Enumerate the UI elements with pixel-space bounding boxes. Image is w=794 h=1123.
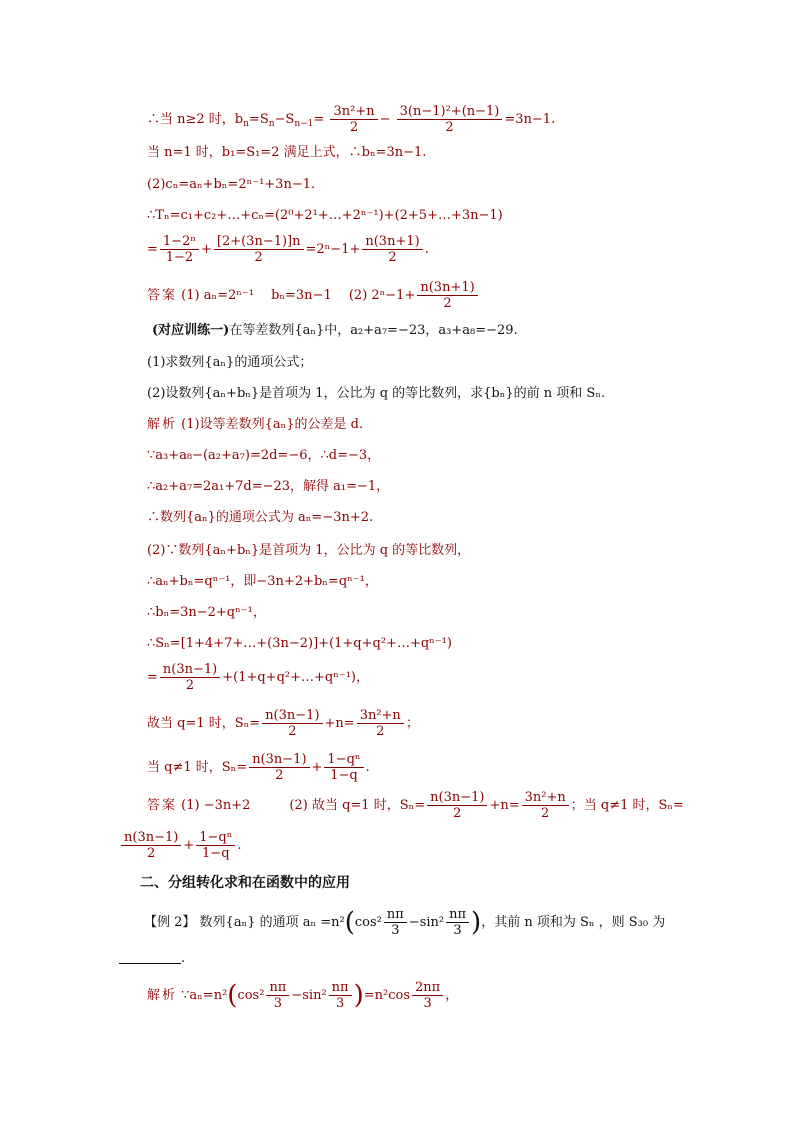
- fraction: [427, 790, 487, 821]
- solution-line: ∴bₙ=3n−2+qⁿ⁻¹，: [147, 605, 266, 620]
- fraction: [362, 234, 422, 265]
- fraction: [262, 708, 322, 739]
- answer-label: 答案: [147, 798, 178, 813]
- text: .: [365, 760, 370, 775]
- question-2: (2)设数列{aₙ+bₙ}是首项为 1，公比为 q 的等比数列，求{bₙ}的前 n 项和 Sₙ.: [147, 386, 606, 401]
- text: −sin²: [291, 988, 327, 1003]
- answer-line-2-cont: [119, 830, 241, 861]
- text: (1) aₙ=2ⁿ⁻¹ bₙ=3n−1 (2) 2ⁿ−1+: [181, 288, 416, 303]
- paren-open: (: [344, 907, 355, 938]
- text: 在等差数列{aₙ}中，a₂+a₇=−23，a₃+a₈=−29.: [229, 323, 518, 338]
- example-label: 【例 2】: [144, 915, 196, 930]
- numerator: nπ: [329, 980, 352, 996]
- solution-line: [147, 416, 363, 434]
- denominator: 3: [335, 996, 345, 1011]
- denominator: 2: [288, 724, 297, 739]
- numerator: n(3n−1): [160, 662, 220, 678]
- numerator: 3(n−1)²+(n−1): [397, 104, 503, 120]
- fraction: [412, 980, 443, 1011]
- denominator: 2: [147, 846, 156, 861]
- solution-label: 解析: [147, 988, 178, 1003]
- example-2: [144, 907, 665, 938]
- denominator: 2: [254, 250, 263, 265]
- denominator: 2: [453, 806, 462, 821]
- paren-open: (: [227, 980, 238, 1011]
- numerator: 3n²+n: [357, 708, 404, 724]
- denominator: 2: [541, 806, 550, 821]
- numerator: nπ: [446, 907, 469, 923]
- text: 当 q≠1 时，Sₙ=: [147, 760, 248, 775]
- answer-blank[interactable]: [119, 963, 181, 964]
- solution-line: 当 n=1 时，b₁=S₁=2 满足上式，∴bₙ=3n−1.: [147, 145, 427, 160]
- fraction: [357, 708, 404, 739]
- denominator: 2: [349, 120, 359, 135]
- numerator: [2+(3n−1)]n: [214, 234, 304, 250]
- solution-label: 解析: [147, 417, 178, 432]
- text: (1) −3n+2 (2) 故当 q=1 时，Sₙ=: [181, 798, 426, 813]
- text: +: [200, 242, 212, 257]
- text: (1)设等差数列{aₙ}的公差是 d.: [181, 417, 364, 432]
- text: ∵aₙ=n²: [181, 988, 228, 1003]
- denominator: 1−2: [165, 250, 194, 265]
- numerator: 3n²+n: [522, 790, 569, 806]
- text: ，其前 n 项和为 Sₙ ，则 S₃₀ 为: [481, 915, 666, 930]
- text: −S: [274, 112, 295, 127]
- text: +: [183, 838, 195, 853]
- numerator: n(3n+1): [362, 234, 422, 250]
- denominator: 3: [391, 923, 400, 938]
- denominator: 3: [423, 996, 432, 1011]
- text: ；当 q≠1 时，Sₙ=: [570, 798, 684, 813]
- denominator: 2: [185, 678, 195, 693]
- numerator: n(3n−1): [262, 708, 322, 724]
- fraction: [384, 907, 407, 938]
- text: .: [181, 951, 186, 966]
- numerator: 1−qⁿ: [324, 752, 363, 768]
- answer-line-1: [147, 280, 480, 311]
- text: cos²: [237, 988, 265, 1003]
- text: −sin²: [408, 915, 445, 930]
- text: +(1+q+q²+…+qⁿ⁻¹)，: [222, 670, 369, 685]
- answer-blank-line: [119, 950, 185, 968]
- text: +: [311, 760, 323, 775]
- solution-line: ∴数列{aₙ}的通项公式为 aₙ=−3n+2.: [147, 510, 374, 525]
- solution-line: ∵a₃+a₈−(a₂+a₇)=2d=−6，∴d=−3，: [147, 448, 381, 463]
- fraction: [330, 104, 377, 135]
- text: .: [237, 838, 242, 853]
- fraction: [397, 104, 503, 135]
- text: =3n−1.: [504, 112, 556, 127]
- numerator: n(3n−1): [249, 752, 309, 768]
- text: ；: [405, 716, 419, 731]
- solution-line: ∴a₂+a₇=2a₁+7d=−23，解得 a₁=−1，: [147, 479, 390, 494]
- text: .: [424, 242, 429, 257]
- solution-line-tn: [147, 234, 429, 265]
- fraction: [522, 790, 569, 821]
- denominator: 2: [388, 250, 397, 265]
- answer-label: 答案: [147, 288, 178, 303]
- solution-line: ∴Sₙ=[1+4+7+…+(3n−2)]+(1+q+q²+…+qⁿ⁻¹): [147, 636, 452, 651]
- text: 故当 q=1 时，Sₙ=: [147, 716, 261, 731]
- solution-line: [147, 980, 458, 1011]
- denominator: 1−q: [202, 846, 230, 861]
- solution-line: [147, 752, 370, 783]
- answer-line-2: [147, 790, 684, 821]
- drill-problem: [152, 322, 518, 340]
- section-title: 二、分组转化求和在函数中的应用: [140, 875, 350, 891]
- numerator: n(3n−1): [121, 830, 181, 846]
- text: n−1: [294, 119, 314, 129]
- numerator: n(3n−1): [427, 790, 487, 806]
- denominator: 3: [453, 923, 462, 938]
- denominator: 2: [443, 296, 452, 311]
- solution-line: (2)∵数列{aₙ+bₙ}是首项为 1，公比为 q 的等比数列，: [147, 543, 471, 558]
- numerator: nπ: [384, 907, 407, 923]
- fraction: [160, 662, 220, 693]
- denominator: 2: [445, 120, 454, 135]
- numerator: 1−qⁿ: [196, 830, 235, 846]
- fraction: [121, 830, 181, 861]
- fraction: [249, 752, 309, 783]
- fraction: [160, 234, 199, 265]
- denominator: 2: [275, 768, 284, 783]
- paren-close: ): [353, 980, 364, 1011]
- numerator: nπ: [266, 980, 289, 996]
- text: =2ⁿ−1+: [305, 242, 361, 257]
- question-1: (1)求数列{aₙ}的通项公式；: [147, 355, 313, 370]
- numerator: 3n²+n: [330, 104, 377, 120]
- fraction: [324, 752, 363, 783]
- text: n: [268, 119, 275, 129]
- text: 数列{aₙ} 的通项 aₙ =n²: [199, 915, 345, 930]
- fraction: [266, 980, 289, 1011]
- text: ，: [445, 988, 459, 1003]
- drill-label: (对应训练一): [152, 323, 230, 338]
- text: +n=: [489, 798, 520, 813]
- paren-close: ): [471, 907, 482, 938]
- solution-line: (2)cₙ=aₙ+bₙ=2ⁿ⁻¹+3n−1.: [147, 177, 316, 192]
- text: =: [147, 670, 158, 685]
- text: cos²: [354, 915, 382, 930]
- text: =: [313, 112, 325, 127]
- text: n: [243, 119, 249, 129]
- denominator: 2: [376, 724, 385, 739]
- fraction: [196, 830, 235, 861]
- solution-line-bn: [147, 104, 555, 135]
- solution-line: [147, 662, 369, 693]
- text: +n=: [324, 716, 355, 731]
- denominator: 3: [273, 996, 283, 1011]
- text: =S: [248, 112, 269, 127]
- denominator: 1−q: [330, 768, 358, 783]
- numerator: 1−2ⁿ: [160, 234, 199, 250]
- text: −: [379, 112, 391, 127]
- text: =: [147, 242, 158, 257]
- fraction: [417, 280, 477, 311]
- solution-line: [147, 708, 419, 739]
- solution-line: ∴aₙ+bₙ=qⁿ⁻¹，即−3n+2+bₙ=qⁿ⁻¹，: [147, 574, 378, 589]
- numerator: 2nπ: [412, 980, 443, 996]
- text: =n²cos: [363, 988, 411, 1003]
- text: ∴当 n≥2 时，b: [147, 112, 244, 127]
- solution-line: ∴Tₙ=c₁+c₂+…+cₙ=(2⁰+2¹+…+2ⁿ⁻¹)+(2+5+…+3n−1): [147, 208, 503, 223]
- fraction: [446, 907, 469, 938]
- fraction: [329, 980, 352, 1011]
- numerator: n(3n+1): [417, 280, 477, 296]
- fraction: [214, 234, 304, 265]
